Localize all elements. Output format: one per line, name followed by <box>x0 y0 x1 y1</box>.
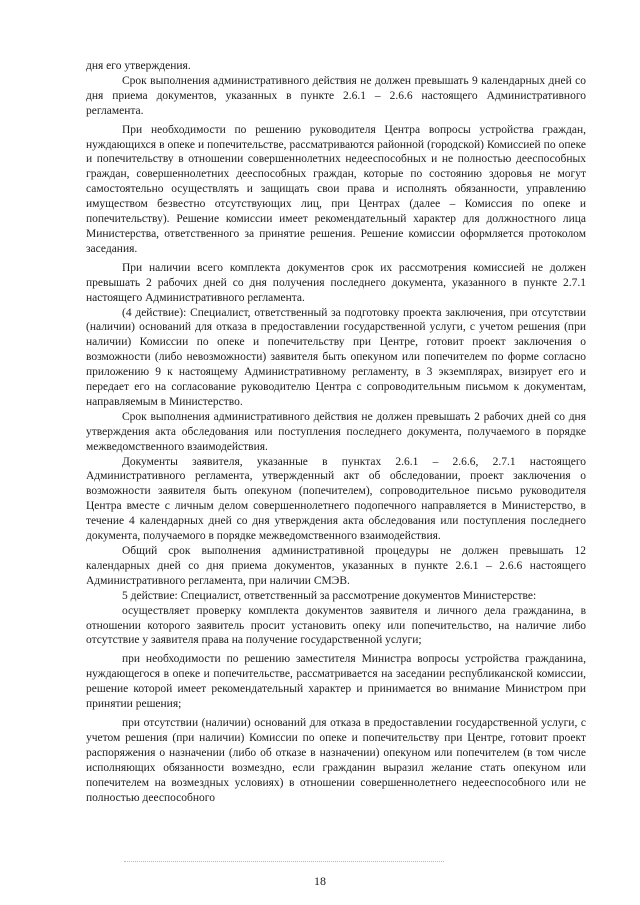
paragraph-11: при необходимости по решению заместителя Министра вопросы устройства гражданина, нуждающегося в опеке и попечительстве, рассматривается на заседании республиканской комиссии, решение которой имеет рекомендательный характер и принимается во внимание Министром при принятии решения; <box>86 653 586 711</box>
paragraph-5: (4 действие): Специалист, ответственный за подготовку проекта заключения, при отсутствии (наличии) оснований для отказа в предоставлении государственной услуги, с учетом решения (при наличии) Комиссии по опеке и попечительству при Центре, готовит проект заключения о возможности (либо невозможности) заявителя быть опекуном или попечителем по форме согласно приложению 9 к настоящему Административному регламенту, в 3 экземплярах, визирует его и передает его на согласование руководителю Центра с сопроводительным письмом к документам, направляемым в Министерство. <box>86 306 586 408</box>
paragraph-9: 5 действие: Специалист, ответственный за рассмотрение документов Министерстве: <box>122 589 537 602</box>
paragraph-7: Документы заявителя, указанные в пунктах 2.6.1 – 2.6.6, 2.7.1 настоящего Административного регламента, утвержденный акт об обследовании, проект заключения о возможности заявителя быть опекуном (попечителем), сопроводительное письмо руководителя Центра вместе с личным делом совершеннолетнего подопечного направляется в Министерство, в течение 4 календарных дней со дня утверждения акта обследования или поступления последнего документа, получаемого в порядке межведомственного взаимодействия. <box>86 455 586 543</box>
paragraph-6: Срок выполнения административного действия не должен превышать 2 рабочих дней со дня утверждения акта обследования или поступления последнего документа, получаемого в порядке межведомственного взаимодействия. <box>86 410 586 453</box>
paragraph-8: Общий срок выполнения административной процедуры не должен превышать 12 календарных дней со дня приема документов, указанных в пункте 2.6.1 – 2.6.6 настоящего Административного регламента, при наличии СМЭВ. <box>86 545 586 587</box>
document-body <box>86 59 586 805</box>
paragraph-1: дня его утверждения. <box>86 60 191 72</box>
paragraph-2: Срок выполнения административного действия не должен превышать 9 календарных дней со дня приема документов, указанных в пункте 2.6.1 – 2.6.6 настоящего Административного регламента. <box>86 74 586 117</box>
page-number: 18 <box>314 874 326 888</box>
paragraph-10: осуществляет проверку комплекта документов заявителя и личного дела гражданина, в отношении которого заявитель просит установить опеку или попечительство, на наличие либо отсутствие у заявителя права на получение государственной услуги; <box>86 604 586 647</box>
paragraph-12: при отсутствии (наличии) оснований для отказа в предоставлении государственной услуги, с учетом решения (при наличии) Комиссии по опеке и попечительству при Центре, готовит проект распоряжения о назначении (либо об отказе в назначении) опекуном или попечителем (в том числе исполняющих обязанности возмездно, если гражданин выразил желание стать опекуном или попечителем на возмездных условиях) в отношении совершеннолетнего недееспособного или не полностью дееспособного <box>86 716 586 804</box>
paragraph-3: При необходимости по решению руководителя Центра вопросы устройства граждан, нуждающихся в опеке и попечительстве, рассматриваются районной (городской) Комиссией по опеке и попечительству в отношении совершеннолетних недееспособных и не полностью дееспособных граждан, совершеннолетних дееспособных граждан, которые по состоянию здоровья не могут самостоятельно осуществлять и защищать свои права и исполнять обязанности, управлению имуществом безвестно отсутствующих лиц, при Центрах (далее – Комиссия по опеке и попечительству). Решение комиссии имеет рекомендательный характер для должностного лица Министерства, ответственного за принятие решения. Решение комиссии оформляется протоколом заседания. <box>86 123 586 255</box>
paragraph-4: При наличии всего комплекта документов срок их рассмотрения комиссией не должен превышать 2 рабочих дней со дня получения последнего документа, указанного в пункте 2.7.1 настоящего Административного регламента. <box>86 261 586 304</box>
scan-artifact-line <box>124 861 444 862</box>
